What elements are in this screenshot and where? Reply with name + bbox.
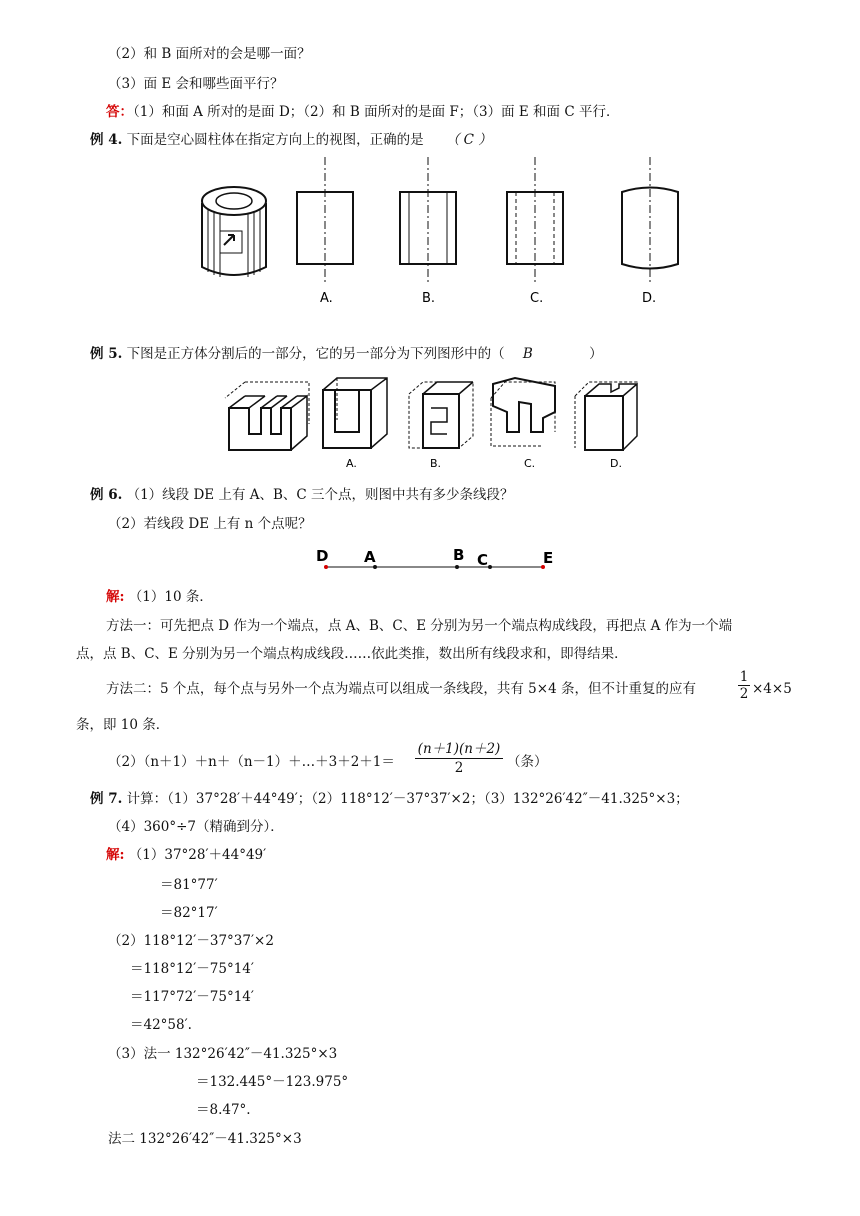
question-line-3: （3）面 E 会和哪些面平行？ [108,76,284,92]
example-6-part-2: （2）（n＋1）＋n＋（n－1）＋…＋3＋2＋1＝ [108,754,395,770]
example-4-figure [190,155,690,315]
view-option-d [622,157,678,283]
view-option-c [507,157,563,283]
fraction-part-2 [415,740,503,777]
answer-line [106,103,619,121]
solution-step: ＝132.445°－123.975° [196,1074,349,1090]
method-2-product: ×4×5 [752,681,792,697]
option-label: D. [642,291,657,306]
example-5-text: 下图是正方体分割后的一部分，它的另一部分为下列图形中的（ [126,346,505,362]
fraction-one-half [738,669,750,702]
example-5-figure [225,372,655,472]
method-2-line-2: 条，即 10 条． [76,717,170,733]
point-c-dot [488,565,492,569]
example-6-solution-1 [106,588,213,606]
example-4-answer: （ C ） [445,132,492,148]
option-label: B. [422,291,436,306]
example-7-text: 计算：（1）37°28′＋44°49′；（2）118°12′－37°37′×2；（3）132°26′42″－41.325°×3； [126,791,689,807]
option-label: C. [524,457,536,470]
fraction-denominator: 2 [739,686,749,702]
option-label: C. [530,291,544,306]
answer-text: （1）和面 A 所对的是面 D；（2）和 B 面所对的是面 F；（3）面 E 和面 C 平行． [133,104,620,120]
example-7-heading [90,790,689,808]
example-7-solution-1 [106,846,266,864]
example-6-heading [90,486,514,504]
view-option-a [297,157,353,283]
solution-step: 法二 132°26′42″－41.325°×3 [108,1131,302,1147]
example-6-q2: （2）若线段 DE 上有 n 个点呢？ [108,516,312,532]
solution-step: （1）37°28′＋44°49′ [128,847,267,863]
point-label-c: C [477,551,489,569]
example-4-label: 例 4. [90,132,123,148]
example-5-label: 例 5. [90,346,123,362]
example-7-label: 例 7. [90,791,123,807]
example-5-heading [90,345,603,363]
point-d-dot [324,565,328,569]
example-7-line-2: （4）360°÷7（精确到分）． [108,819,284,835]
cube-piece-option-a [323,378,387,448]
solution-label: 解: [106,847,125,863]
solution-step: ＝82°17′ [160,905,218,921]
option-label: D. [610,457,622,470]
answer-label: 答： [106,104,133,120]
example-4-heading [90,131,492,149]
example-5-answer: B [522,346,533,362]
cube-piece-given [225,382,309,450]
method-2-line-1: 方法二：5 个点，每个点与另外一个点为端点可以组成一条线段，共有 5×4 条，但不计重复的应有 [106,681,696,697]
point-label-a: A [364,548,376,566]
solution-step: ＝118°12′－75°14′ [130,961,254,977]
solution-step: ＝117°72′－75°14′ [130,989,254,1005]
solution-step: ＝8.47°. [196,1102,251,1118]
cube-piece-option-b [409,382,473,448]
method-1-line-1: 方法一：可先把点 D 作为一个端点，点 A、B、C、E 分别为另一个端点构成线段，再把点 A 作为一个端 [106,618,733,634]
cube-piece-option-d [575,382,637,450]
example-5-close: ） [589,346,603,362]
example-6-label: 例 6. [90,487,123,503]
solution-text: （1）10 条． [128,589,213,605]
point-label-b: B [453,546,465,564]
part-2-unit: （条） [507,754,548,770]
segment-de-figure [310,545,560,577]
point-label-d: D [316,547,329,565]
fraction-numerator: 1 [739,669,749,685]
solution-step: （3）法一 132°26′42″－41.325°×3 [108,1046,338,1062]
method-1-line-2: 点，点 B、C、E 分别为另一个端点构成线段……依此类推，数出所有线段求和，即得结果． [76,646,628,662]
solution-step: ＝42°58′. [130,1017,192,1033]
option-label: B. [430,457,442,470]
option-label: A. [320,291,333,306]
option-label: A. [346,457,357,470]
example-4-text: 下面是空心圆柱体在指定方向上的视图，正确的是 [126,132,424,148]
question-line-2: （2）和 B 面所对的会是哪一面？ [108,46,311,62]
cube-piece-option-c [491,378,555,446]
view-option-b [400,157,456,283]
example-6-q1: （1）线段 DE 上有 A、B、C 三个点，则图中共有多少条线段？ [126,487,514,503]
point-label-e: E [543,549,554,567]
solution-step: （2）118°12′－37°37′×2 [108,933,274,949]
point-b-dot [455,565,459,569]
solution-step: ＝81°77′ [160,877,218,893]
hollow-cylinder-image [202,187,266,277]
fraction-denominator: 2 [415,758,503,777]
fraction-numerator: (n＋1)(n＋2) [417,741,501,757]
solution-label: 解: [106,589,125,605]
